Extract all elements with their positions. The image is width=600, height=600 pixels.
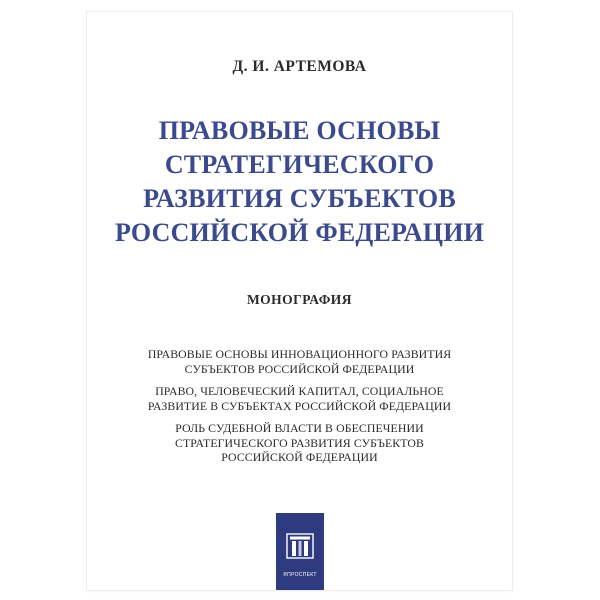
topic-item bbox=[87, 347, 512, 376]
title-line: РАЗВИТИЯ СУБЪЕКТОВ bbox=[143, 184, 456, 213]
title-line: СТРАТЕГИЧЕСКОГО bbox=[164, 150, 435, 179]
topic-line: СУБЪЕКТОВ РОССИЙСКОЙ ФЕДЕРАЦИИ bbox=[184, 361, 415, 376]
title-line: РОССИЙСКОЙ ФЕДЕРАЦИИ bbox=[114, 218, 485, 247]
topic-line: СТРАТЕГИЧЕСКОГО РАЗВИТИЯ СУБЪЕКТОВ bbox=[175, 435, 424, 450]
book-genre: МОНОГРАФИЯ bbox=[246, 292, 353, 307]
topic-line: ПРАВОВЫЕ ОСНОВЫ ИННОВАЦИОННОГО РАЗВИТИЯ bbox=[147, 347, 452, 361]
author-name: Д. И. АРТЕМОВА bbox=[232, 58, 367, 75]
book-cover bbox=[87, 12, 512, 590]
topic-line: РОССИЙСКОЙ ФЕДЕРАЦИИ bbox=[221, 450, 378, 464]
topics-list bbox=[87, 347, 512, 473]
publisher-name: ®ПРОСПЕКТ bbox=[283, 572, 317, 578]
topic-item bbox=[87, 421, 512, 465]
topic-line: РАЗВИТИЕ В СУБЪЕКТАХ РОССИЙСКОЙ ФЕДЕРАЦИИ bbox=[147, 398, 452, 413]
topic-line: ПРАВО, ЧЕЛОВЕЧЕСКИЙ КАПИТАЛ, СОЦИАЛЬНОЕ bbox=[155, 384, 444, 398]
topic-line: РОЛЬ СУДЕБНОЙ ВЛАСТИ В ОБЕСПЕЧЕНИИ bbox=[175, 421, 424, 435]
book-title bbox=[87, 114, 512, 250]
topic-item bbox=[87, 384, 512, 413]
title-line: ПРАВОВЫЕ ОСНОВЫ bbox=[158, 116, 441, 145]
publisher-logo bbox=[276, 513, 324, 590]
publisher-logo-icon bbox=[286, 533, 314, 559]
